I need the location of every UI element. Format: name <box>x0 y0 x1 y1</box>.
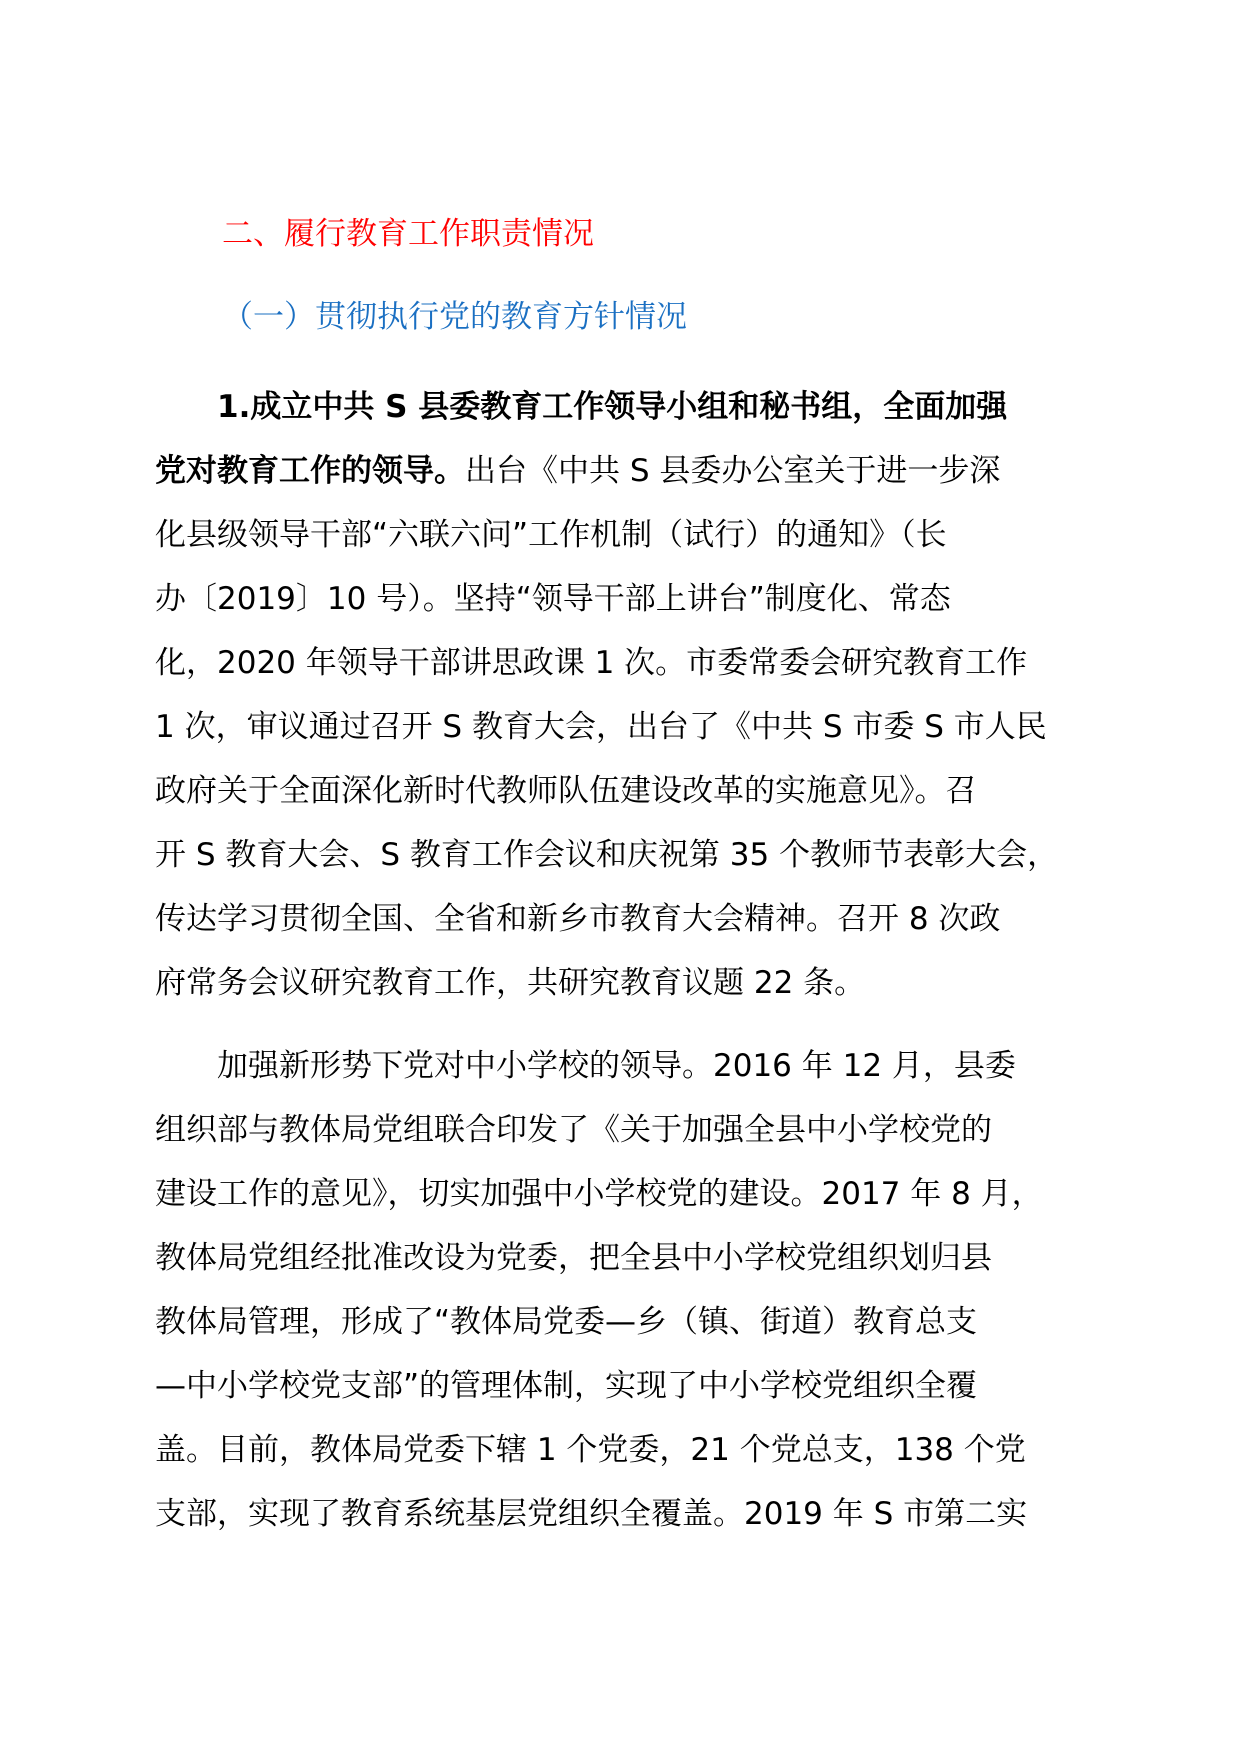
paragraph-line: 化，2020 年领导干部讲思政课 1 次。市委常委会研究教育工作 <box>155 645 1028 681</box>
paragraph-line: 教体局管理，形成了“教体局党委—乡（镇、街道）教育总支 <box>155 1304 978 1340</box>
paragraph-line: 开 S 教育大会、S 教育工作会议和庆祝第 35 个教师节表彰大会， <box>155 837 1059 873</box>
paragraph-line: 办〔2019〕10 号）。坚持“领导干部上讲台”制度化、常态 <box>155 581 951 617</box>
bold-lead-text: 党对教育工作的领导。 <box>155 453 465 489</box>
body-text: 出台《中共 S 县委办公室关于进一步深 <box>465 453 1001 489</box>
paragraph-line: —中小学校党支部”的管理体制，实现了中小学校党组织全覆 <box>155 1368 978 1404</box>
bold-lead-text: 1.成立中共 S 县委教育工作领导小组和秘书组，全面加强 <box>217 389 1008 425</box>
paragraph-line: 府常务会议研究教育工作，共研究教育议题 22 条。 <box>155 965 866 1001</box>
paragraph-line: 教体局党组经批准改设为党委，把全县中小学校党组织划归县 <box>155 1240 992 1276</box>
paragraph-line: 传达学习贯彻全国、全省和新乡市教育大会精神。召开 8 次政 <box>155 901 1001 937</box>
paragraph-line <box>155 375 1058 439</box>
paragraph-line: 支部，实现了教育系统基层党组织全覆盖。2019 年 S 市第二实 <box>155 1496 1028 1532</box>
subsection-heading: （一）贯彻执行党的教育方针情况 <box>222 299 687 335</box>
paragraph-1 <box>155 375 1058 1015</box>
paragraph-line: 组织部与教体局党组联合印发了《关于加强全县中小学校党的 <box>155 1112 992 1148</box>
paragraph-line: 盖。目前，教体局党委下辖 1 个党委，21 个党总支，138 个党 <box>155 1432 1026 1468</box>
paragraph-2 <box>155 1034 1043 1546</box>
paragraph-line: 化县级领导干部“六联六问”工作机制（试行）的通知》（长 <box>155 517 947 553</box>
paragraph-line: 建设工作的意见》，切实加强中小学校党的建设。2017 年 8 月， <box>155 1176 1043 1212</box>
paragraph-line: 1 次，审议通过召开 S 教育大会，出台了《中共 S 市委 S 市人民 <box>155 709 1047 745</box>
paragraph-line: 政府关于全面深化新时代教师队伍建设改革的实施意见》。召 <box>155 773 977 809</box>
section-heading: 二、履行教育工作职责情况 <box>222 216 594 252</box>
paragraph-line: 加强新形势下党对中小学校的领导。2016 年 12 月，县委 <box>155 1048 1016 1084</box>
paragraph-line <box>155 439 1058 503</box>
